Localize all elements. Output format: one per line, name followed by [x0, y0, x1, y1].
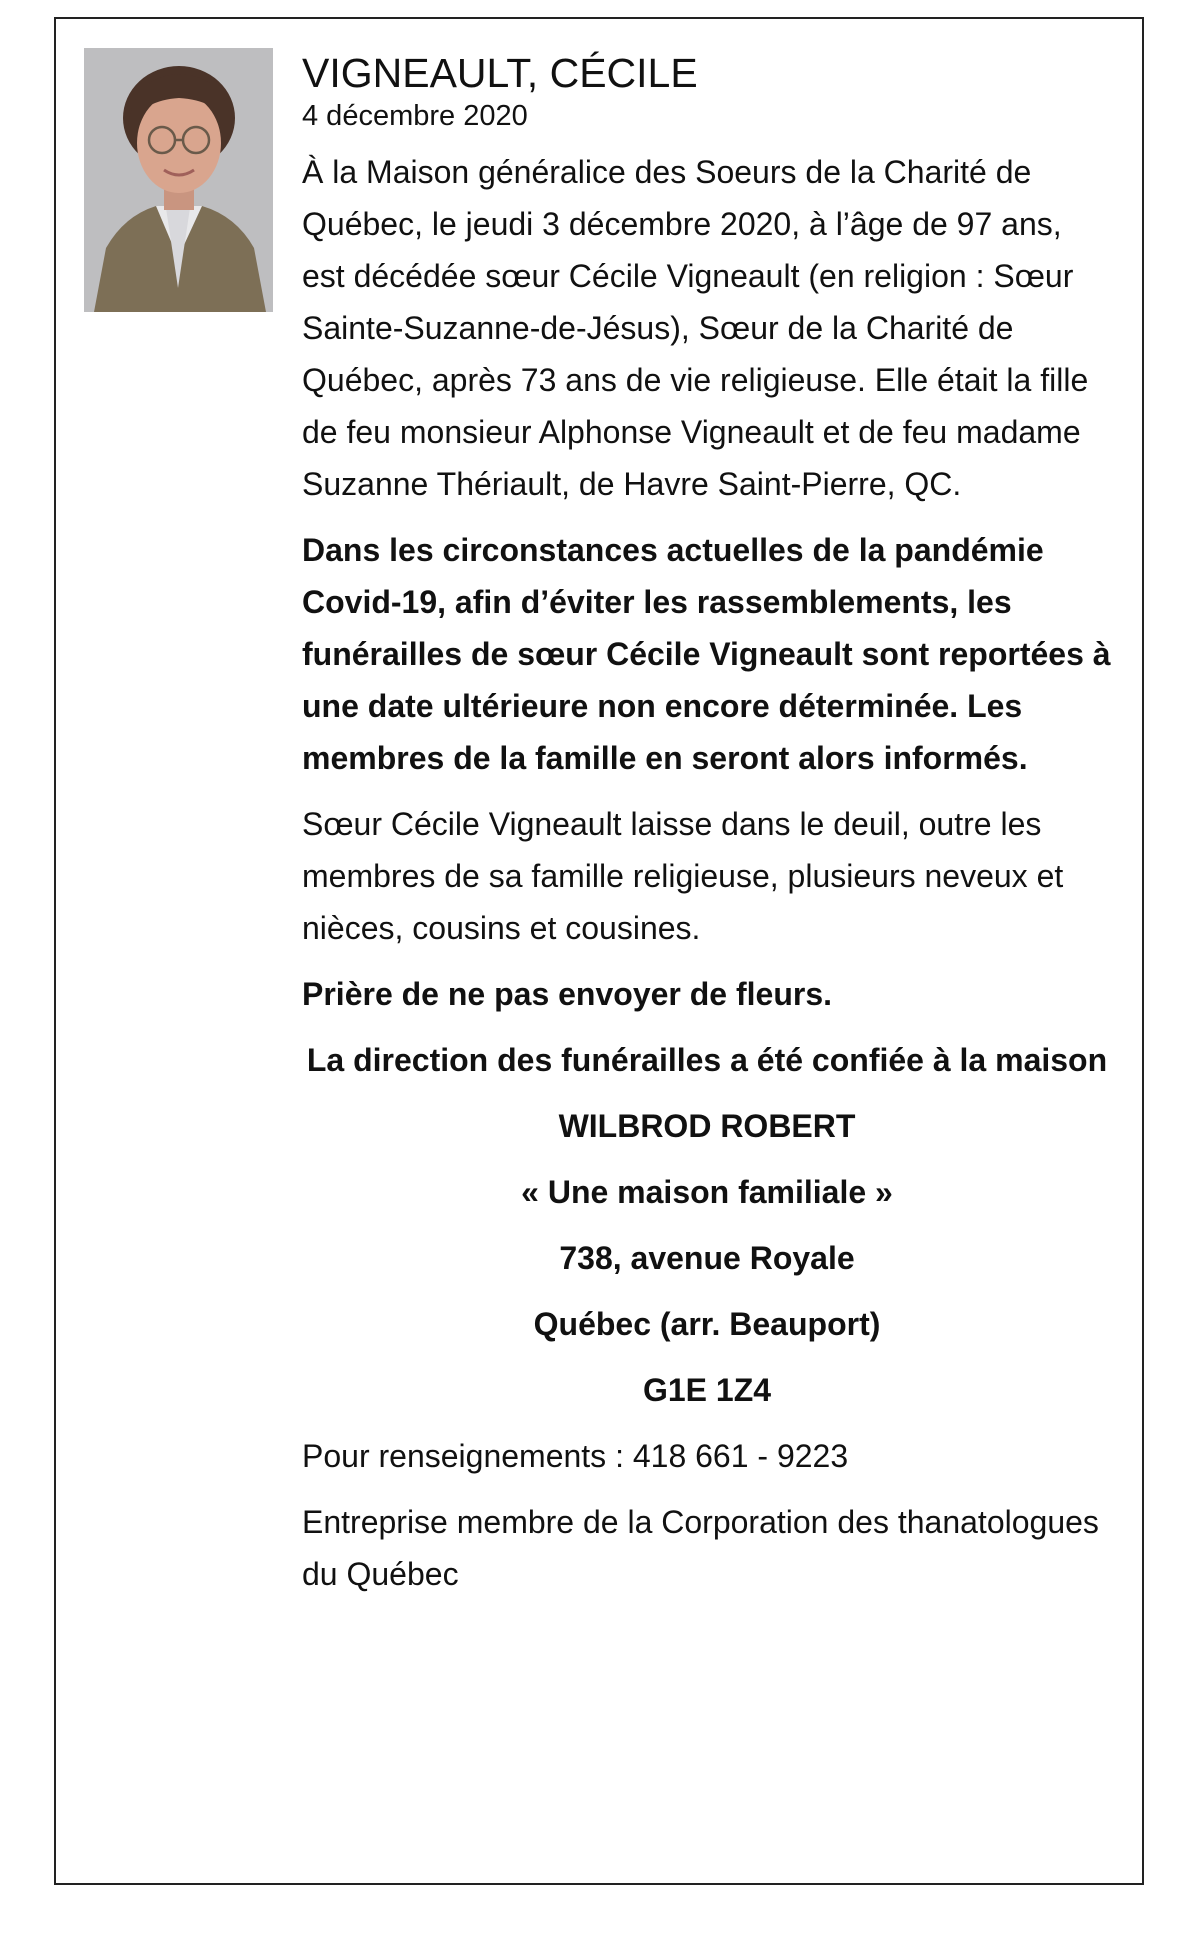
postal-code: G1E 1Z4	[642, 1372, 772, 1408]
deceased-name: VIGNEAULT, CÉCILE	[302, 50, 698, 96]
flowers-notice: Prière de ne pas envoyer de fleurs.	[302, 976, 833, 1012]
funeral-home-name: WILBROD ROBERT	[558, 1108, 856, 1144]
death-announcement: À la Maison généralice des Soeurs de la Charité de Québec, le jeudi 3 décembre 2020, à l’âge de 97 ans, est décédée sœur Cécile Vigneault (en religion : Sœur Sainte-Suzanne-de-Jésus), Sœur de la Charité de Québec, après 73 ans de vie religieuse. Elle était la fille de feu monsieur Alphonse Vigneault et de feu madame Suzanne Thériault, de Havre Saint-Pierre, QC.	[302, 154, 1089, 502]
portrait-photo	[84, 48, 273, 312]
funeral-direction: La direction des funérailles a été confiée à la maison	[306, 1042, 1108, 1078]
covid-notice: Dans les circonstances actuelles de la pandémie Covid-19, afin d’éviter les rassemblements, les funérailles de sœur Cécile Vigneault sont reportées à une date ultérieure non encore déterminée. Les membres de la famille en seront alors informés.	[302, 532, 1111, 776]
corporation-membership: Entreprise membre de la Corporation des thanatologues du Québec	[302, 1504, 1099, 1592]
address-street: 738, avenue Royale	[559, 1240, 855, 1276]
address-city: Québec (arr. Beauport)	[533, 1306, 881, 1342]
publication-date: 4 décembre 2020	[302, 100, 528, 132]
info-phone: Pour renseignements : 418 661 - 9223	[302, 1438, 849, 1474]
survivors-paragraph: Sœur Cécile Vigneault laisse dans le deuil, outre les membres de sa famille religieuse, plusieurs neveux et nièces, cousins et cousines.	[302, 806, 1064, 946]
obituary-content	[302, 48, 1112, 1614]
funeral-home-slogan: « Une maison familiale »	[521, 1174, 893, 1210]
